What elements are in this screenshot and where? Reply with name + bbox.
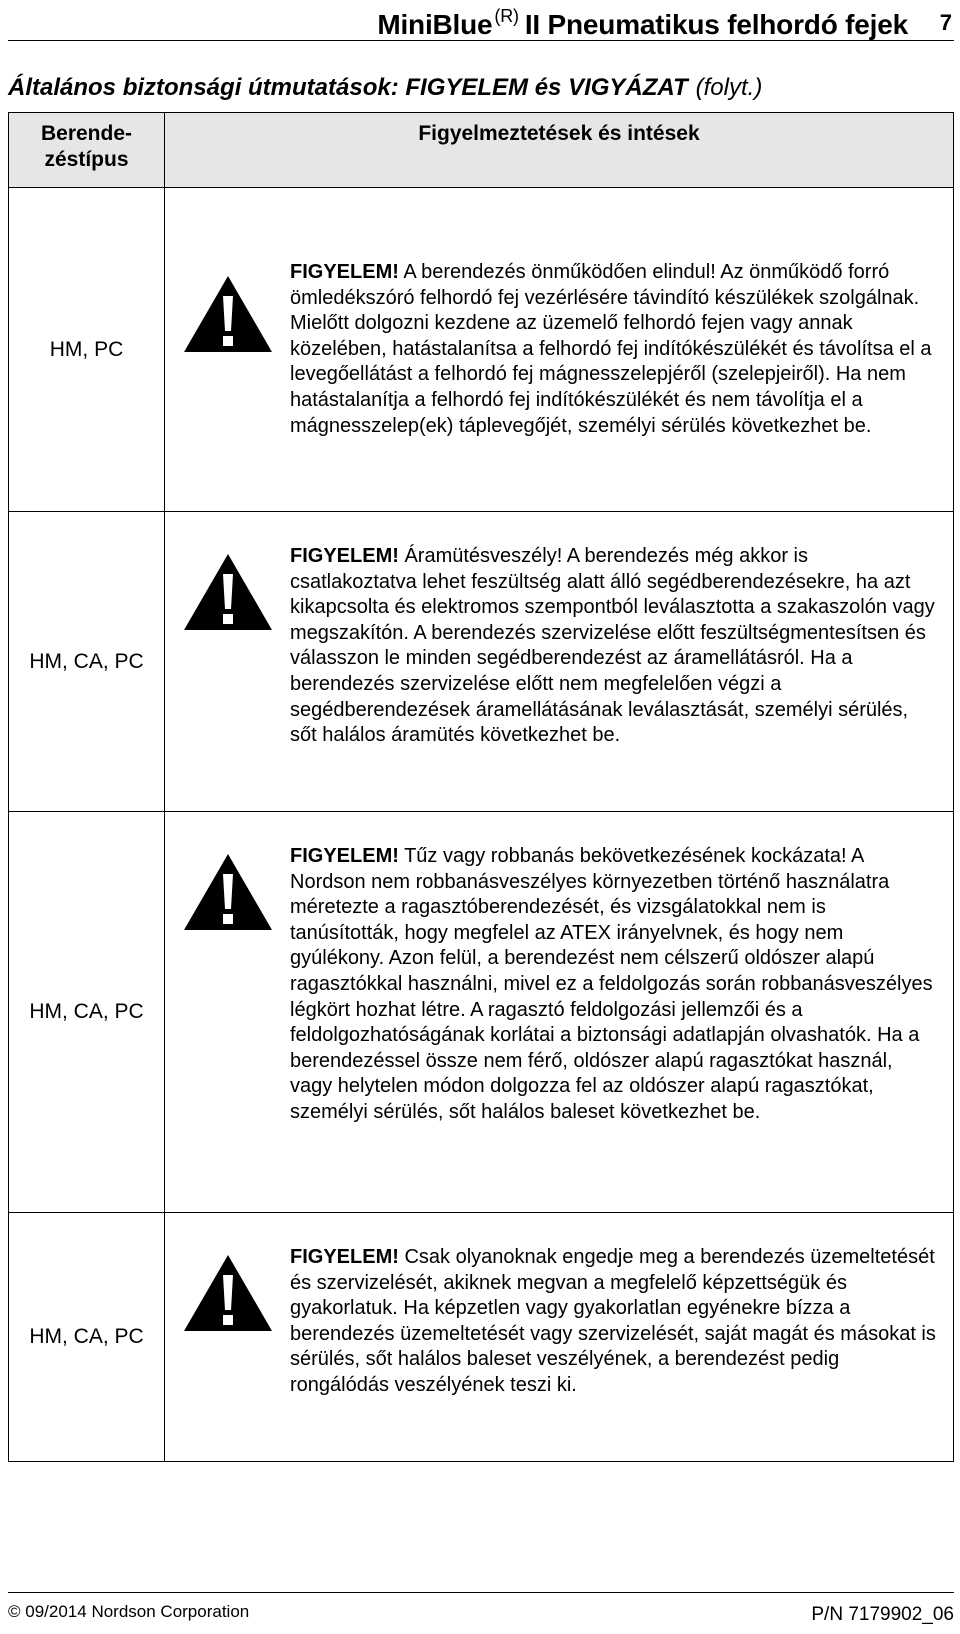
warning-cell xyxy=(165,188,954,512)
warning-text xyxy=(290,544,953,749)
section-heading-suffix: (folyt.) xyxy=(695,74,763,101)
document-subtitle: II Pneumatikus felhordó fejek xyxy=(524,9,908,40)
warning-triangle-icon xyxy=(165,844,290,932)
table-header-row xyxy=(9,113,954,188)
warning-triangle-icon xyxy=(165,544,290,632)
equipment-type-cell: HM, PC xyxy=(9,188,165,512)
table-row xyxy=(9,188,954,512)
warning-cell xyxy=(165,1213,954,1462)
warning-triangle-icon xyxy=(165,260,290,354)
table-row xyxy=(9,1213,954,1462)
footer-copyright: © 09/2014 Nordson Corporation xyxy=(8,1602,250,1621)
registered-mark: (R) xyxy=(494,6,519,26)
warning-keyword: FIGYELEM! xyxy=(290,261,399,283)
table-row xyxy=(9,512,954,812)
product-name: MiniBlue xyxy=(377,9,493,40)
warnings-table xyxy=(8,112,954,1462)
warning-body: Csak olyanoknak engedje meg a berendezés üzemeltetését és szervizelését, akiknek megvan a megfelelő képzettségük és gyakorlatuk. Ha képzetlen vagy gyakorlatlan egyénekre bízza a berendezés üzemeltetését vagy szervizelését, saját magát és másokat is sérülés, sőt halálos baleset veszélyének, a berendezést pedig rongálódás veszélyének teszi ki. xyxy=(290,1246,936,1396)
warning-keyword: FIGYELEM! xyxy=(290,845,399,867)
warning-text xyxy=(290,844,953,1126)
section-heading-main: Általános biztonsági útmutatások: FIGYELEM és VIGYÁZAT xyxy=(8,74,688,101)
equipment-type-cell: HM, CA, PC xyxy=(9,812,165,1213)
column-header-type: Berende- zéstípus xyxy=(9,113,165,188)
warning-cell xyxy=(165,512,954,812)
warning-body: Tűz vagy robbanás bekövetkezésének kockázata! A Nordson nem robbanásveszélyes környezetben történő használatra méretezte a ragasztóberendezését, és vizsgálatokkal nem is tanúsították, hogy megfelel az ATEX irányelvnek, és hogy nem gyúlékony. Azon felül, a berendezést nem célszerű oldószer alapú ragasztókkal használni, mivel ez a feldolgozás során robbanásveszélyes légkört hozhat létre. A ragasztó feldolgozási jellemzői és a feldolgozhatóságának korlátai a biztonsági adatlapján olvashatók. Ha a berendezéssel össze nem férő, oldószer alapú ragasztókat használ, vagy helytelen módon dolgozza fel az oldószer alapú ragasztókat, személyi sérülés, sőt halálos baleset következhet be. xyxy=(290,845,933,1123)
copyright-icon: © xyxy=(8,1602,21,1621)
warning-keyword: FIGYELEM! xyxy=(290,545,399,567)
footer-part-number: P/N 7179902_06 xyxy=(811,1604,954,1625)
warning-triangle-icon xyxy=(165,1245,290,1333)
warning-text xyxy=(290,1245,953,1399)
equipment-type-cell: HM, CA, PC xyxy=(9,512,165,812)
warning-text xyxy=(290,260,953,439)
column-header-warnings: Figyelmeztetések és intések xyxy=(165,113,954,188)
document-title xyxy=(377,6,908,41)
warning-keyword: FIGYELEM! xyxy=(290,1246,399,1268)
page-header xyxy=(8,0,954,41)
equipment-type-cell: HM, CA, PC xyxy=(9,1213,165,1462)
table-row xyxy=(9,812,954,1213)
footer-divider xyxy=(8,1592,954,1593)
warning-body: A berendezés önműködően elindul! Az önműködő forró ömledékszóró felhordó fej vezérlésére távindító készülékek szolgálnak. Mielőtt dolgozni kezdene az üzemelő felhordó fejen vagy annak közelében, hatástalanítsa a felhordó fej indítókészülékét és távolítsa el a levegőellátást a felhordó fej mágnesszelepjéről (szelepjeiről). Ha nem hatástalanítja a felhordó fej indítókészülékét és nem távolítja el a mágnesszelep(ek) táplevegőjét, személyi sérülés következhet be. xyxy=(290,261,932,437)
section-heading xyxy=(8,74,762,102)
warning-body: Áramütésveszély! A berendezés még akkor is csatlakoztatva lehet feszültség alatt álló segédberendezésekre, ha azt kikapcsolta és elektromos szempontból leválasztotta a szakaszolón vagy megszakítón. A berendezés szervizelése előtt feszültségmentesítsen és válasszon le minden segédberendezést az áramellátásról. Ha a berendezés szervizelése előtt nem megfelelően végzi a segédberendezések áramellátásának leválasztását, személyi sérülés, sőt halálos áramütés következhet be. xyxy=(290,545,935,747)
warning-cell xyxy=(165,812,954,1213)
page-number: 7 xyxy=(939,10,952,35)
